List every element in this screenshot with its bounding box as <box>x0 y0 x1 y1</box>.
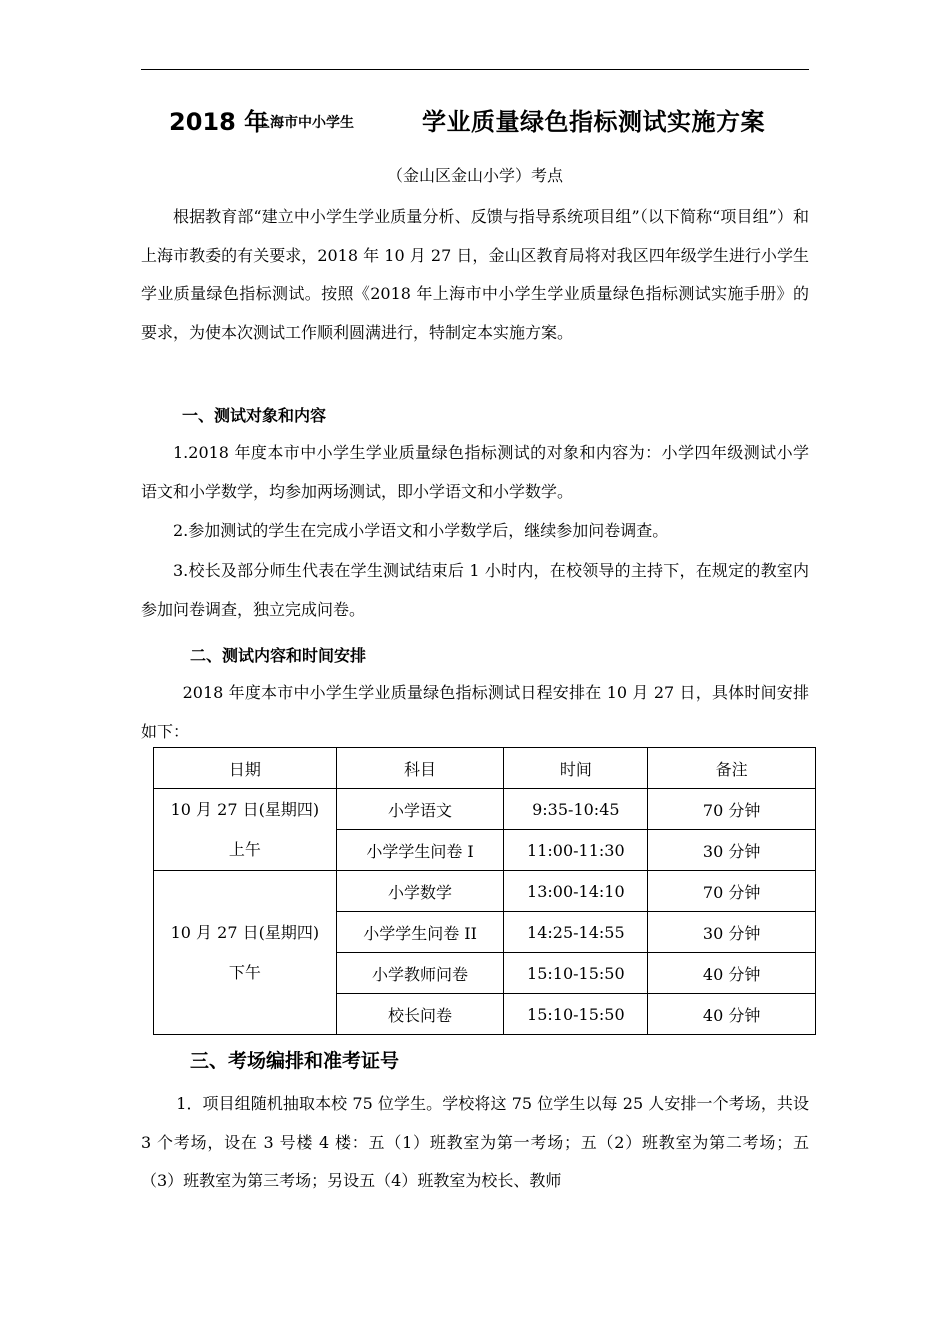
section1-heading: 一、测试对象和内容 <box>182 406 327 425</box>
note-cell: 30 分钟 <box>648 912 816 953</box>
subject-cell: 小学教师问卷 <box>336 953 504 994</box>
section1-item-1: 1.2018 年度本市中小学生学业质量绿色指标测试的对象和内容为：小学四年级测试小学语文和小学数学，均参加两场测试，即小学语文和小学数学。 <box>141 443 809 501</box>
morning-date-cell <box>154 789 337 871</box>
table-header-row <box>154 748 816 789</box>
document-subtitle: （金山区金山小学）考点 <box>386 166 563 185</box>
table-row <box>154 871 816 912</box>
time-cell: 15:10-15:50 <box>504 953 648 994</box>
title-main: 学业质量绿色指标测试实施方案 <box>422 108 765 136</box>
subject-cell: 校长问卷 <box>336 994 504 1035</box>
title-year: 2018 年 <box>169 108 269 136</box>
header-rule <box>141 69 809 70</box>
afternoon-label: 下午 <box>228 962 261 982</box>
section2-intro: 2018 年度本市中小学生学业质量绿色指标测试日程安排在 10 月 27 日，具体时间安排如下： <box>141 683 809 741</box>
section3-heading: 三、考场编排和准考证号 <box>190 1050 400 1072</box>
section1-item-2: 2.参加测试的学生在完成小学语文和小学数学后，继续参加问卷调查。 <box>173 521 669 540</box>
section3-item-1: 1．项目组随机抽取本校 75 位学生。学校将这 75 位学生以每 25 人安排一个考场，共设 3 个考场，设在 3 号楼 4 楼：五（1）班教室为第一考场；五（2）班教室为第二考场；五（3）班教室为第三考场；另设五（4）班教室为校长、教师 <box>141 1094 809 1190</box>
header-date: 日期 <box>154 748 337 789</box>
title-city: 上海市中小学生 <box>256 115 354 131</box>
note-cell: 30 分钟 <box>648 830 816 871</box>
subject-cell: 小学学生问卷 I <box>336 830 504 871</box>
time-cell: 14:25-14:55 <box>504 912 648 953</box>
note-cell: 40 分钟 <box>648 953 816 994</box>
header-subject: 科目 <box>336 748 504 789</box>
morning-label: 上午 <box>228 839 261 859</box>
section2-heading: 二、测试内容和时间安排 <box>190 646 367 665</box>
intro-paragraph: 根据教育部“建立中小学生学业质量分析、反馈与指导系统项目组”（以下简称“项目组”）和上海市教委的有关要求，2018 年 10 月 27 日，金山区教育局将对我区四年级学生进行小学生学业质量绿色指标测试。按照《2018 年上海市中小学生学业质量绿色指标测试实施手册》的要求，为使本次测试工作顺利圆满进行，特制定本实施方案。 <box>141 207 809 342</box>
subject-cell: 小学学生问卷 II <box>336 912 504 953</box>
header-time: 时间 <box>504 748 648 789</box>
time-cell: 13:00-14:10 <box>504 871 648 912</box>
document-title <box>0 100 950 140</box>
section1-item-3: 3.校长及部分师生代表在学生测试结束后 1 小时内，在校领导的主持下，在规定的教室内参加问卷调查，独立完成问卷。 <box>141 561 809 619</box>
header-note: 备注 <box>648 748 816 789</box>
afternoon-date-cell <box>154 871 337 1035</box>
note-cell: 70 分钟 <box>648 871 816 912</box>
time-cell: 15:10-15:50 <box>504 994 648 1035</box>
afternoon-date: 10 月 27 日(星期四) <box>170 922 320 942</box>
note-cell: 40 分钟 <box>648 994 816 1035</box>
time-cell: 9:35-10:45 <box>504 789 648 830</box>
schedule-table <box>153 747 816 1035</box>
note-cell: 70 分钟 <box>648 789 816 830</box>
subject-cell: 小学语文 <box>336 789 504 830</box>
morning-date: 10 月 27 日(星期四) <box>170 799 320 819</box>
subject-cell: 小学数学 <box>336 871 504 912</box>
time-cell: 11:00-11:30 <box>504 830 648 871</box>
table-row <box>154 789 816 830</box>
